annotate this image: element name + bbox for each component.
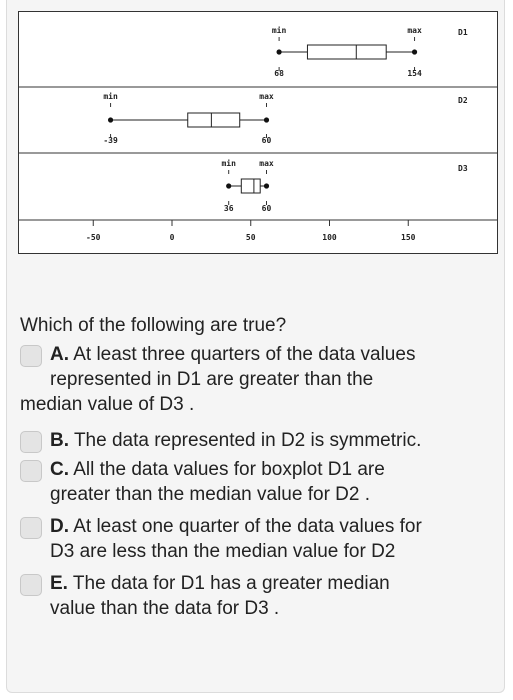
x-tick-label: 100 [322,233,337,242]
option-b[interactable] [20,428,500,453]
min-label: min [103,92,118,101]
option-c-checkbox[interactable] [20,460,42,482]
min-value-label: 36 [223,204,234,213]
x-tick-label: 50 [245,233,256,242]
min-point [108,117,113,122]
option-e-text-line-1: The data for D1 has a greater median [72,573,390,594]
option-e-label: E. [50,573,68,594]
series-name: D2 [458,96,468,105]
option-c-label: C. [50,459,69,480]
max-point [412,49,417,54]
option-a-text-line-3: median value of D3 . [20,394,195,415]
max-value-label: 60 [261,204,272,213]
question-prompt: Which of the following are true? [20,315,287,336]
option-d-checkbox[interactable] [20,517,42,539]
option-d-text-line-2: D3 are less than the median value for D2 [50,541,396,562]
option-c-text-line-2: greater than the median value for D2 . [50,484,371,505]
option-d[interactable] [20,514,500,564]
option-c[interactable] [20,457,500,507]
plot-frame [19,12,498,254]
x-tick-label: -50 [86,233,101,242]
iqr-box [188,113,240,127]
option-d-text-line-1: At least one quarter of the data values for [73,516,422,537]
option-c-text-line-1: All the data values for boxplot D1 are [73,459,385,480]
x-tick-label: 0 [169,233,175,242]
option-a-text-line-1: At least three quarters of the data values [73,344,416,365]
max-label: max [407,26,422,35]
max-value-label: 60 [261,136,272,145]
max-point [264,183,269,188]
option-d-label: D. [50,516,69,537]
option-e-checkbox[interactable] [20,574,42,596]
x-tick-label: 150 [401,233,416,242]
iqr-box [241,179,260,193]
series-name: D3 [458,164,468,173]
option-e-text-line-2: value than the data for D3 . [50,598,280,619]
min-value-label: -39 [103,136,118,145]
max-value-label: 154 [407,69,422,78]
option-a-checkbox[interactable] [20,345,42,367]
min-point [277,49,282,54]
min-label: min [271,26,287,35]
max-point [264,117,269,122]
option-e[interactable] [20,571,500,621]
min-label: min [221,159,236,168]
series-name: D1 [458,28,468,37]
min-value-label: 68 [274,69,284,78]
question-card [6,0,505,693]
option-a[interactable] [20,342,500,417]
max-label: max [259,92,274,101]
option-b-text-line-1: The data represented in D2 is symmetric. [73,430,422,451]
boxplot-figure [18,11,498,254]
iqr-box [307,45,386,59]
option-b-label: B. [50,430,69,451]
boxplot-chart [18,11,498,254]
option-a-text-line-2: represented in D1 are greater than the [50,369,374,390]
min-point [226,183,231,188]
max-label: max [259,159,274,168]
option-a-label: A. [50,344,69,365]
option-b-checkbox[interactable] [20,431,42,453]
